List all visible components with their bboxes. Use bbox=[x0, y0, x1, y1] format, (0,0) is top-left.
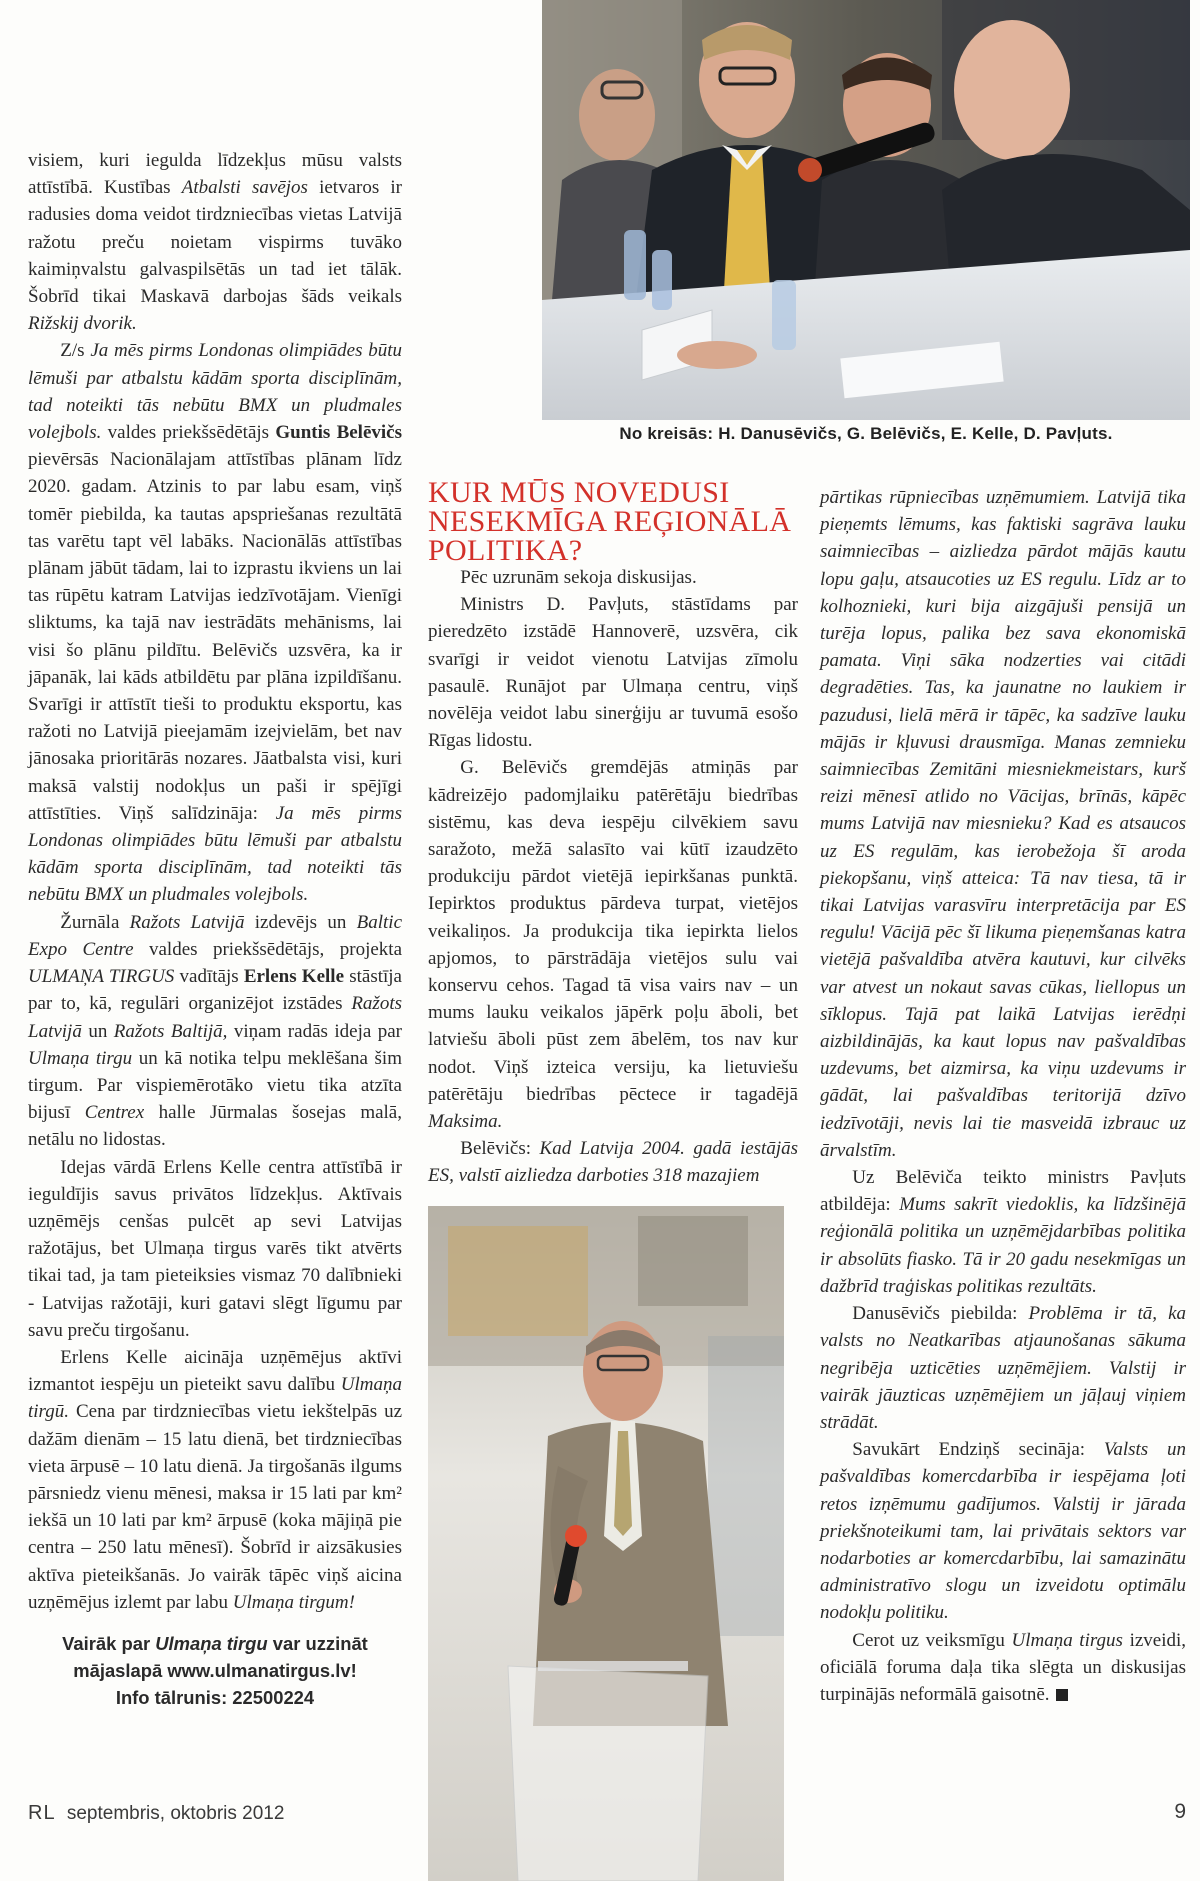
paragraph: Erlens Kelle aicināja uzņēmējus aktīvi izmantot iespēju un pieteikt savu dalību Ulmaņa tirgū. Cena par tirdzniecības vietu iekštelpās uz dažām dienām – 15 latu dienā, bet tirdzniecības vieta ārpusē – 10 latu dienā. Ja tirgošanās ilgums pārsniedz vienu mēnesi, maksa ir 15 lati par km² iekšā un 10 lati par km² ārpusē (koka mājiņā pie centra – 250 latu mēnesī). Šobrīd ir aizsākusies aktīva pieteikšanās. Jo vairāk tāpēc viņš aicina uzņēmējus izlemt par labu Ulmaņa tirgum! bbox=[28, 1346, 403, 1613]
paragraph: Cerot uz veiksmīgu Ulmaņa tirgus izveidi, oficiālā foruma daļa tika slēgta un diskusijas turpinājās neformālā gaisotnē. bbox=[820, 1629, 1187, 1705]
paragraph: pārtikas rūpniecības uzņēmumiem. Latvijā tika pieņemts lēmums, kas faktiski sagrāva lauku saimniecības – aizliedza pārdot mājās kautu lopu gaļu, atsaucoties uz ES regulu. Līdz ar to kolhoznieki, kuri bija aizgājuši pensijā un turēja lopus, palika bez sava ekonomiskā pamata. Viņi sāka nodzerties vai citādi degradēties. Tas, ka jaunatne no laukiem ir pazudusi, lielā mērā ir tāpēc, ka sadzīve lauku mājās ir kļuvusi drausmīga. Manas zemnieku saimniecības Zemitāni miesniekmeistars, kurš reizi mēnesī atlido no Vācijas, brīnās, kāpēc mums Latvijā nav miesnieku? Kad es atsaucos uz ES regulām, kas ierobežoja šī aroda piekopšanu, viņš atteica: Tā nav tiesa, tā ir tikai Latvijas varasvīru interpretācija par ES regulu! Vācijā pēc šī likuma pieņemšanas katra vietējā pašvaldība atvēra kautuvi, kur cilvēks var atvest un nokaut savas cūkas, liellopus un sīklopus. Tajā pat laikā Latvijas ierēdņi aizbildinājās, ka kaut lopus nav pašvaldības uzdevums, bet aizmirsa, ka viņu uzdevums ir gādāt, lai pašvaldības teritorijā dzīvo iedzīvotāji, nevis lai tie masveidā izbrauc uz ārvalstīm. bbox=[820, 487, 1186, 1161]
left-column bbox=[28, 147, 402, 1712]
paragraph: Ministrs D. Pavļuts, stāstīdams par pieredzēto izstādē Hannoverē, uzsvēra, cik svarīgi ir veidot vienotu Latvijas zīmolu pasaulē. Runājot par Ulmaņa centru, viņš novēlēja veidot labu sinerģiju ar tuvumā esošo Rīgas lidostu. bbox=[428, 594, 798, 752]
middle-column bbox=[428, 560, 798, 1190]
section-headline: KUR MŪS NOVEDUSI NESEKMĪGA REĢIONĀLĀ POLITIKA? bbox=[428, 476, 792, 567]
page-footer bbox=[28, 1802, 284, 1825]
contact-info: Vairāk par Ulmaņa tirgu var uzzināt mājaslapā www.ulmanatirgus.lv! Info tālrunis: 22500224 bbox=[62, 1632, 368, 1709]
speaker-photo bbox=[428, 1206, 784, 1881]
phone-number: Info tālrunis: 22500224 bbox=[115, 1687, 315, 1709]
right-column bbox=[820, 484, 1186, 1708]
photo-caption: No kreisās: H. Danusēvičs, G. Belēvičs, E. Kelle, D. Pavļuts. bbox=[619, 424, 1113, 443]
paragraph: Uz Belēviča teikto ministrs Pavļuts atbildēja: Mums sakrīt viedoklis, ka līdzšinējā reģionālā politika un uzņēmējdarbības politika ir absolūts fiasko. Tā ir 20 gadu nesekmīgas un dažbrīd traģiskas politikas rezultāts. bbox=[820, 1167, 1187, 1297]
paragraph: Savukārt Endziņš secināja: Valsts un pašvaldības komercdarbība ir iespējama ļoti retos izņēmumu gadījumos. Valstij ir jārada priekšnoteikumi tam, lai privātais sektors var nodarboties ar komercdarbību, lai samazinātu administratīvo slogu un izveidotu optimālu nodokļu politiku. bbox=[820, 1439, 1186, 1624]
paragraph: Z/s Ja mēs pirms Londonas olimpiādes būtu lēmuši par atbalstu kādām sporta disciplīnām, tad noteikti tās nebūtu BMX un pludmales volejbols. valdes priekšsēdētājs Guntis Belēvičs pievērsās Nacionālajam attīstības plānam līdz 2020. gadam. Atzinis to par labu esam, viņš tomēr piebilda, ka tautas apspriešanas rezultātā tas varētu tapt vēl labāks. Nacionālās attīstības plānam jābūt tādam, lai to izprastu ikviens un lai tas rūpētu katram Latvijas iedzīvotājam. Vienīgi sliktums, ka tajā nav iestrādāts mehānisms, lai visi šo plānu pildītu. Belēvičs uzsvēra, ka ir jāpanāk, lai kāds atbildētu par plāna izpildīšanu. Svarīgi ir attīstīt tieši to produktu eksportu, kas ražoti no Latvijā pieejamām izejvielām, bet nav jānosaka prioritārās nozares. Jāatbalsta visi, kuri maksā valstij nodokļus un paši ir spējīgi attīstīties. Viņš salīdzināja: Ja mēs pirms Londonas olimpiādes būtu lēmuši par atbalstu kādām sporta disciplīnām, tad noteikti tās nebūtu BMX un pludmales volejbols. bbox=[28, 340, 403, 906]
paragraph: visiem, kuri iegulda līdzekļus mūsu valsts attīstībā. Kustības Atbalsti savējos ietvaros ir radusies doma veidot tirdzniecības vietas Latvijā ražotu preču noietam vispirms tuvāko kaimiņvalstu galvaspilsētās un tad iet tālāk. Šobrīd tikai Maskavā darbojas šāds veikals Rižskij dvorik. bbox=[28, 150, 402, 335]
paragraph: G. Belēvičs gremdējās atmiņās par kādreizējo padomjlaiku patērētāju biedrības sistēmu, kas deva iespēju cilvēkiem savu saražoto, mežā salasīto vai kūtī izaudzēto produkciju pārdot vietējā iepirkšanas punktā. Iepirktos produktus pārdeva turpat, vietējos veikaliņos. Ja produkcija tika iepirkta lielos apjomos, to pārstrādāja vietējos sulu vai konservu cehos. Tagad tā visa vairs nav – un mums lauku veikalos jāpērk poļu āboli, bet latviešu āboli pūst zem ābelēm, tos nav kur nodot. Viņš izteica versiju, ka lietuviešu patērētāju biedrības pēctece ir tagadējā Maksima. bbox=[428, 757, 798, 1133]
paragraph: Belēvičs: Kad Latvija 2004. gadā iestājās ES, valstī aizliedza darboties 318 mazajiem bbox=[428, 1138, 799, 1187]
paragraph: Idejas vārdā Erlens Kelle centra attīstībā ir ieguldījis savus privātos līdzekļus. Aktīvais uzņēmējs cenšas pulcēt ap sevi Latvijas ražotājus, bet Ulmaņa tirgus varēs tikt atvērts tikai tad, ja tam pieteiksies vismaz 70 dalībnieki - Latvijas ražotāji, kuri gatavi slēgt līgumu par savu preču tirgošanu. bbox=[28, 1156, 402, 1341]
paragraph: Žurnāla Ražots Latvijā izdevējs un Baltic Expo Centre valdes priekšsēdētājs, projekta ULMAŅA TIRGUS vadītājs Erlens Kelle stāstīja par to, kā, regulāri organizējot izstādes Ražots Latvijā un Ražots Baltijā, viņam radās ideja par Ulmaņa tirgu un kā notika telpu meklēšana šim tirgum. Par vispiemērotāko vietu tika atzīta bijusī Centrex halle Jūrmalas šosejas malā, netālu no lidostas. bbox=[28, 911, 403, 1151]
end-of-article-mark bbox=[1056, 1689, 1068, 1701]
magazine-logo: RL bbox=[28, 1802, 56, 1824]
paragraph: Danusēvičs piebilda: Problēma ir tā, ka valsts no Neatkarības atjaunošanas sākuma negribēja uzticēties uzņēmējiem. Valstij ir vairāk jāuzticas uzņēmējiem un jāļauj viņiem strādāt. bbox=[820, 1303, 1186, 1433]
issue-date: septembris, oktobris 2012 bbox=[66, 1803, 285, 1824]
website-link[interactable]: var uzzināt mājaslapā www.ulmanatirgus.lv! bbox=[73, 1632, 368, 1682]
page-number: 9 bbox=[1174, 1800, 1186, 1823]
panel-discussion-photo bbox=[542, 0, 1190, 420]
paragraph: Pēc uzrunām sekoja diskusijas. bbox=[460, 567, 697, 588]
